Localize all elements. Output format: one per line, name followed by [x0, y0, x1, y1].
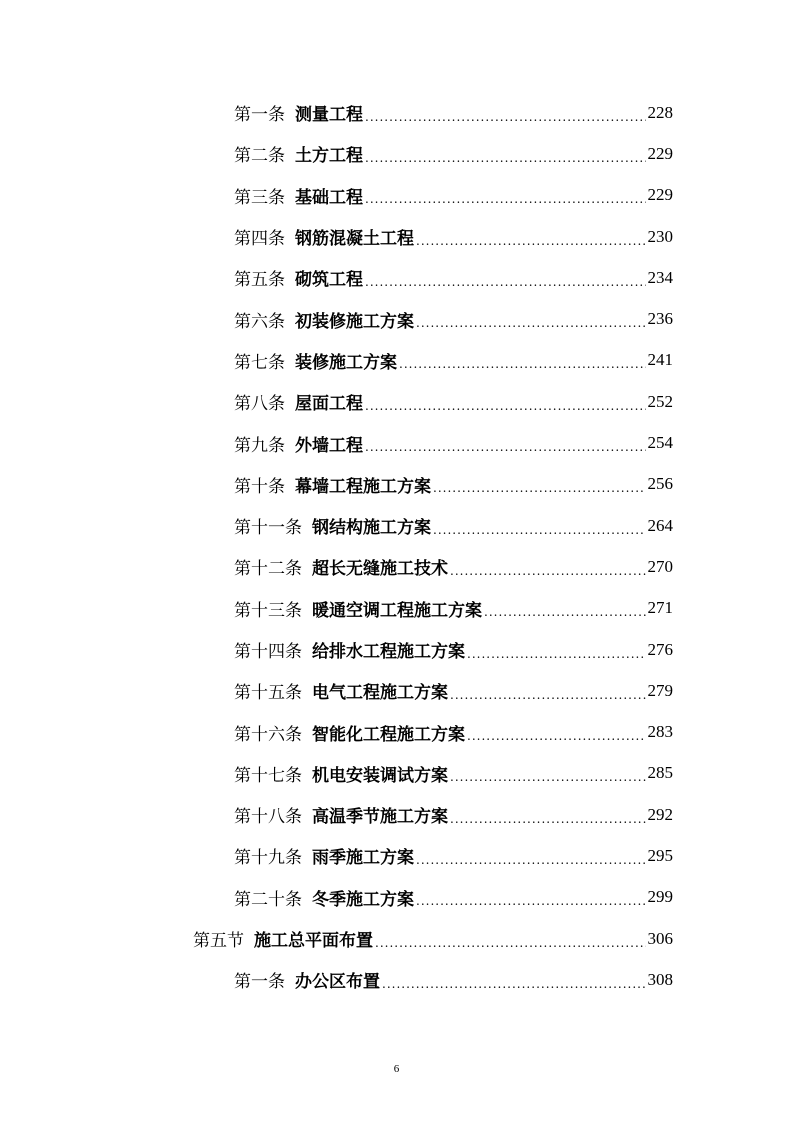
toc-entry[interactable] — [234, 588, 673, 629]
toc-entry-page: 230 — [647, 226, 673, 246]
toc-dot-leader — [382, 977, 646, 991]
page-number: 6 — [393, 1063, 400, 1075]
toc-entry-page: 271 — [647, 598, 673, 618]
toc-entry-title: 测量工程 — [295, 105, 363, 126]
toc-entry-title: 机电安装调试方案 — [312, 765, 448, 786]
toc-entry-page: 306 — [647, 928, 673, 948]
toc-entry[interactable] — [234, 670, 673, 711]
toc-entry[interactable] — [234, 753, 673, 794]
toc-entry-page: 308 — [647, 969, 673, 989]
toc-entry-number: 第七条 — [234, 352, 285, 373]
toc-dot-leader — [416, 853, 646, 867]
toc-entry-number: 第五条 — [234, 270, 285, 291]
toc-entry[interactable] — [234, 381, 673, 422]
toc-entry-number: 第五节 — [193, 931, 244, 952]
toc-entry-title: 幕墙工程施工方案 — [295, 476, 431, 497]
toc-entry-title: 智能化工程施工方案 — [312, 724, 465, 745]
toc-entry-page: 228 — [647, 102, 673, 122]
toc-dot-leader — [467, 729, 646, 743]
toc-entry-title: 电气工程施工方案 — [312, 683, 448, 704]
toc-entry-number: 第一条 — [234, 105, 285, 126]
toc-entry[interactable] — [234, 546, 673, 587]
toc-entry-title: 钢结构施工方案 — [312, 518, 431, 539]
toc-entry[interactable] — [234, 629, 673, 670]
toc-entry[interactable] — [234, 835, 673, 876]
toc-dot-leader — [467, 647, 646, 661]
toc-entry-title: 高温季节施工方案 — [312, 807, 448, 828]
toc-entry[interactable] — [234, 794, 673, 835]
toc-entry-page: 270 — [647, 556, 673, 576]
toc-entry-title: 冬季施工方案 — [312, 889, 414, 910]
toc-entry-page: 256 — [647, 474, 673, 494]
toc-entry[interactable] — [234, 298, 673, 339]
toc-entry-page: 285 — [647, 763, 673, 783]
toc-entry[interactable] — [234, 257, 673, 298]
toc-dot-leader — [450, 688, 646, 702]
toc-entry-page: 283 — [647, 722, 673, 742]
toc-entry-title: 土方工程 — [295, 146, 363, 167]
toc-entry-title: 施工总平面布置 — [254, 931, 373, 952]
toc-entry[interactable] — [234, 422, 673, 463]
toc-entry-page: 292 — [647, 804, 673, 824]
toc-entry-number: 第十七条 — [234, 765, 302, 786]
toc-dot-leader — [433, 523, 646, 537]
toc-entry-number: 第八条 — [234, 394, 285, 415]
toc-entry-number: 第十条 — [234, 476, 285, 497]
toc-entry-page: 229 — [647, 185, 673, 205]
toc-dot-leader — [416, 316, 646, 330]
toc-entry-title: 超长无缝施工技术 — [312, 559, 448, 580]
toc-entry-number: 第十九条 — [234, 848, 302, 869]
toc-entry-title: 初装修施工方案 — [295, 311, 414, 332]
toc-dot-leader — [433, 481, 646, 495]
toc-entry-page: 252 — [647, 391, 673, 411]
toc-entry-page: 229 — [647, 143, 673, 163]
toc-entry-page: 276 — [647, 639, 673, 659]
toc-entry-number: 第十六条 — [234, 724, 302, 745]
toc-entry[interactable] — [234, 959, 673, 1000]
toc-dot-leader — [365, 440, 646, 454]
toc-entry[interactable] — [234, 505, 673, 546]
toc-entry-number: 第十一条 — [234, 518, 302, 539]
toc-entry-number: 第四条 — [234, 229, 285, 250]
toc-entry-number: 第十二条 — [234, 559, 302, 580]
toc-entry-number: 第一条 — [234, 972, 285, 993]
toc-dot-leader — [365, 192, 646, 206]
toc-entry-title: 暖通空调工程施工方案 — [312, 600, 482, 621]
toc-entry-page: 279 — [647, 680, 673, 700]
toc-entry[interactable] — [234, 711, 673, 752]
toc-dot-leader — [450, 812, 646, 826]
toc-dot-leader — [399, 357, 646, 371]
toc-entry-title: 给排水工程施工方案 — [312, 642, 465, 662]
toc-dot-leader — [365, 275, 646, 289]
toc-dot-leader — [450, 770, 646, 784]
toc-entry-number: 第九条 — [234, 435, 285, 456]
toc-entry[interactable] — [234, 340, 673, 381]
toc-entry[interactable] — [193, 918, 673, 959]
toc-entry-title: 装修施工方案 — [295, 352, 397, 373]
toc-entry[interactable] — [234, 175, 673, 216]
toc-dot-leader — [365, 110, 646, 124]
toc-entry-title: 基础工程 — [295, 187, 363, 208]
toc-dot-leader — [375, 936, 646, 950]
toc-entry-title: 钢筋混凝土工程 — [295, 229, 414, 250]
toc-entry-page: 254 — [647, 433, 673, 453]
toc-entry-page: 234 — [647, 267, 673, 287]
toc-dot-leader — [416, 894, 646, 908]
toc-entry-number: 第十八条 — [234, 807, 302, 828]
toc-entry-page: 299 — [647, 887, 673, 907]
toc-entry-number: 第二条 — [234, 146, 285, 167]
toc-dot-leader — [450, 564, 646, 578]
toc-entry-number: 第十四条 — [234, 642, 302, 662]
toc-entry-page: 295 — [647, 845, 673, 865]
toc-entry-number: 第三条 — [234, 187, 285, 208]
toc-entry[interactable] — [234, 877, 673, 918]
toc-dot-leader — [365, 399, 646, 413]
toc-dot-leader — [416, 234, 646, 248]
toc-entry-title: 雨季施工方案 — [312, 848, 414, 869]
toc-entry-page: 236 — [647, 309, 673, 329]
toc-entry-page: 264 — [647, 515, 673, 535]
toc-dot-leader — [365, 151, 646, 165]
toc-entry-page: 241 — [647, 350, 673, 370]
toc-entry[interactable] — [234, 464, 673, 505]
toc-entry[interactable] — [234, 133, 673, 174]
toc-entry-number: 第六条 — [234, 311, 285, 332]
toc-entry-number: 第二十条 — [234, 889, 302, 910]
toc-entry-title: 办公区布置 — [295, 972, 380, 993]
toc-dot-leader — [484, 605, 646, 619]
toc-entry-title: 砌筑工程 — [295, 270, 363, 291]
toc-entry-number: 第十五条 — [234, 683, 302, 704]
toc-entry-title: 外墙工程 — [295, 435, 363, 456]
toc-entry-title: 屋面工程 — [295, 394, 363, 415]
toc-entry[interactable] — [234, 216, 673, 257]
toc-entry-number: 第十三条 — [234, 600, 302, 621]
toc-entry[interactable] — [234, 92, 673, 133]
table-of-contents — [0, 92, 793, 1001]
